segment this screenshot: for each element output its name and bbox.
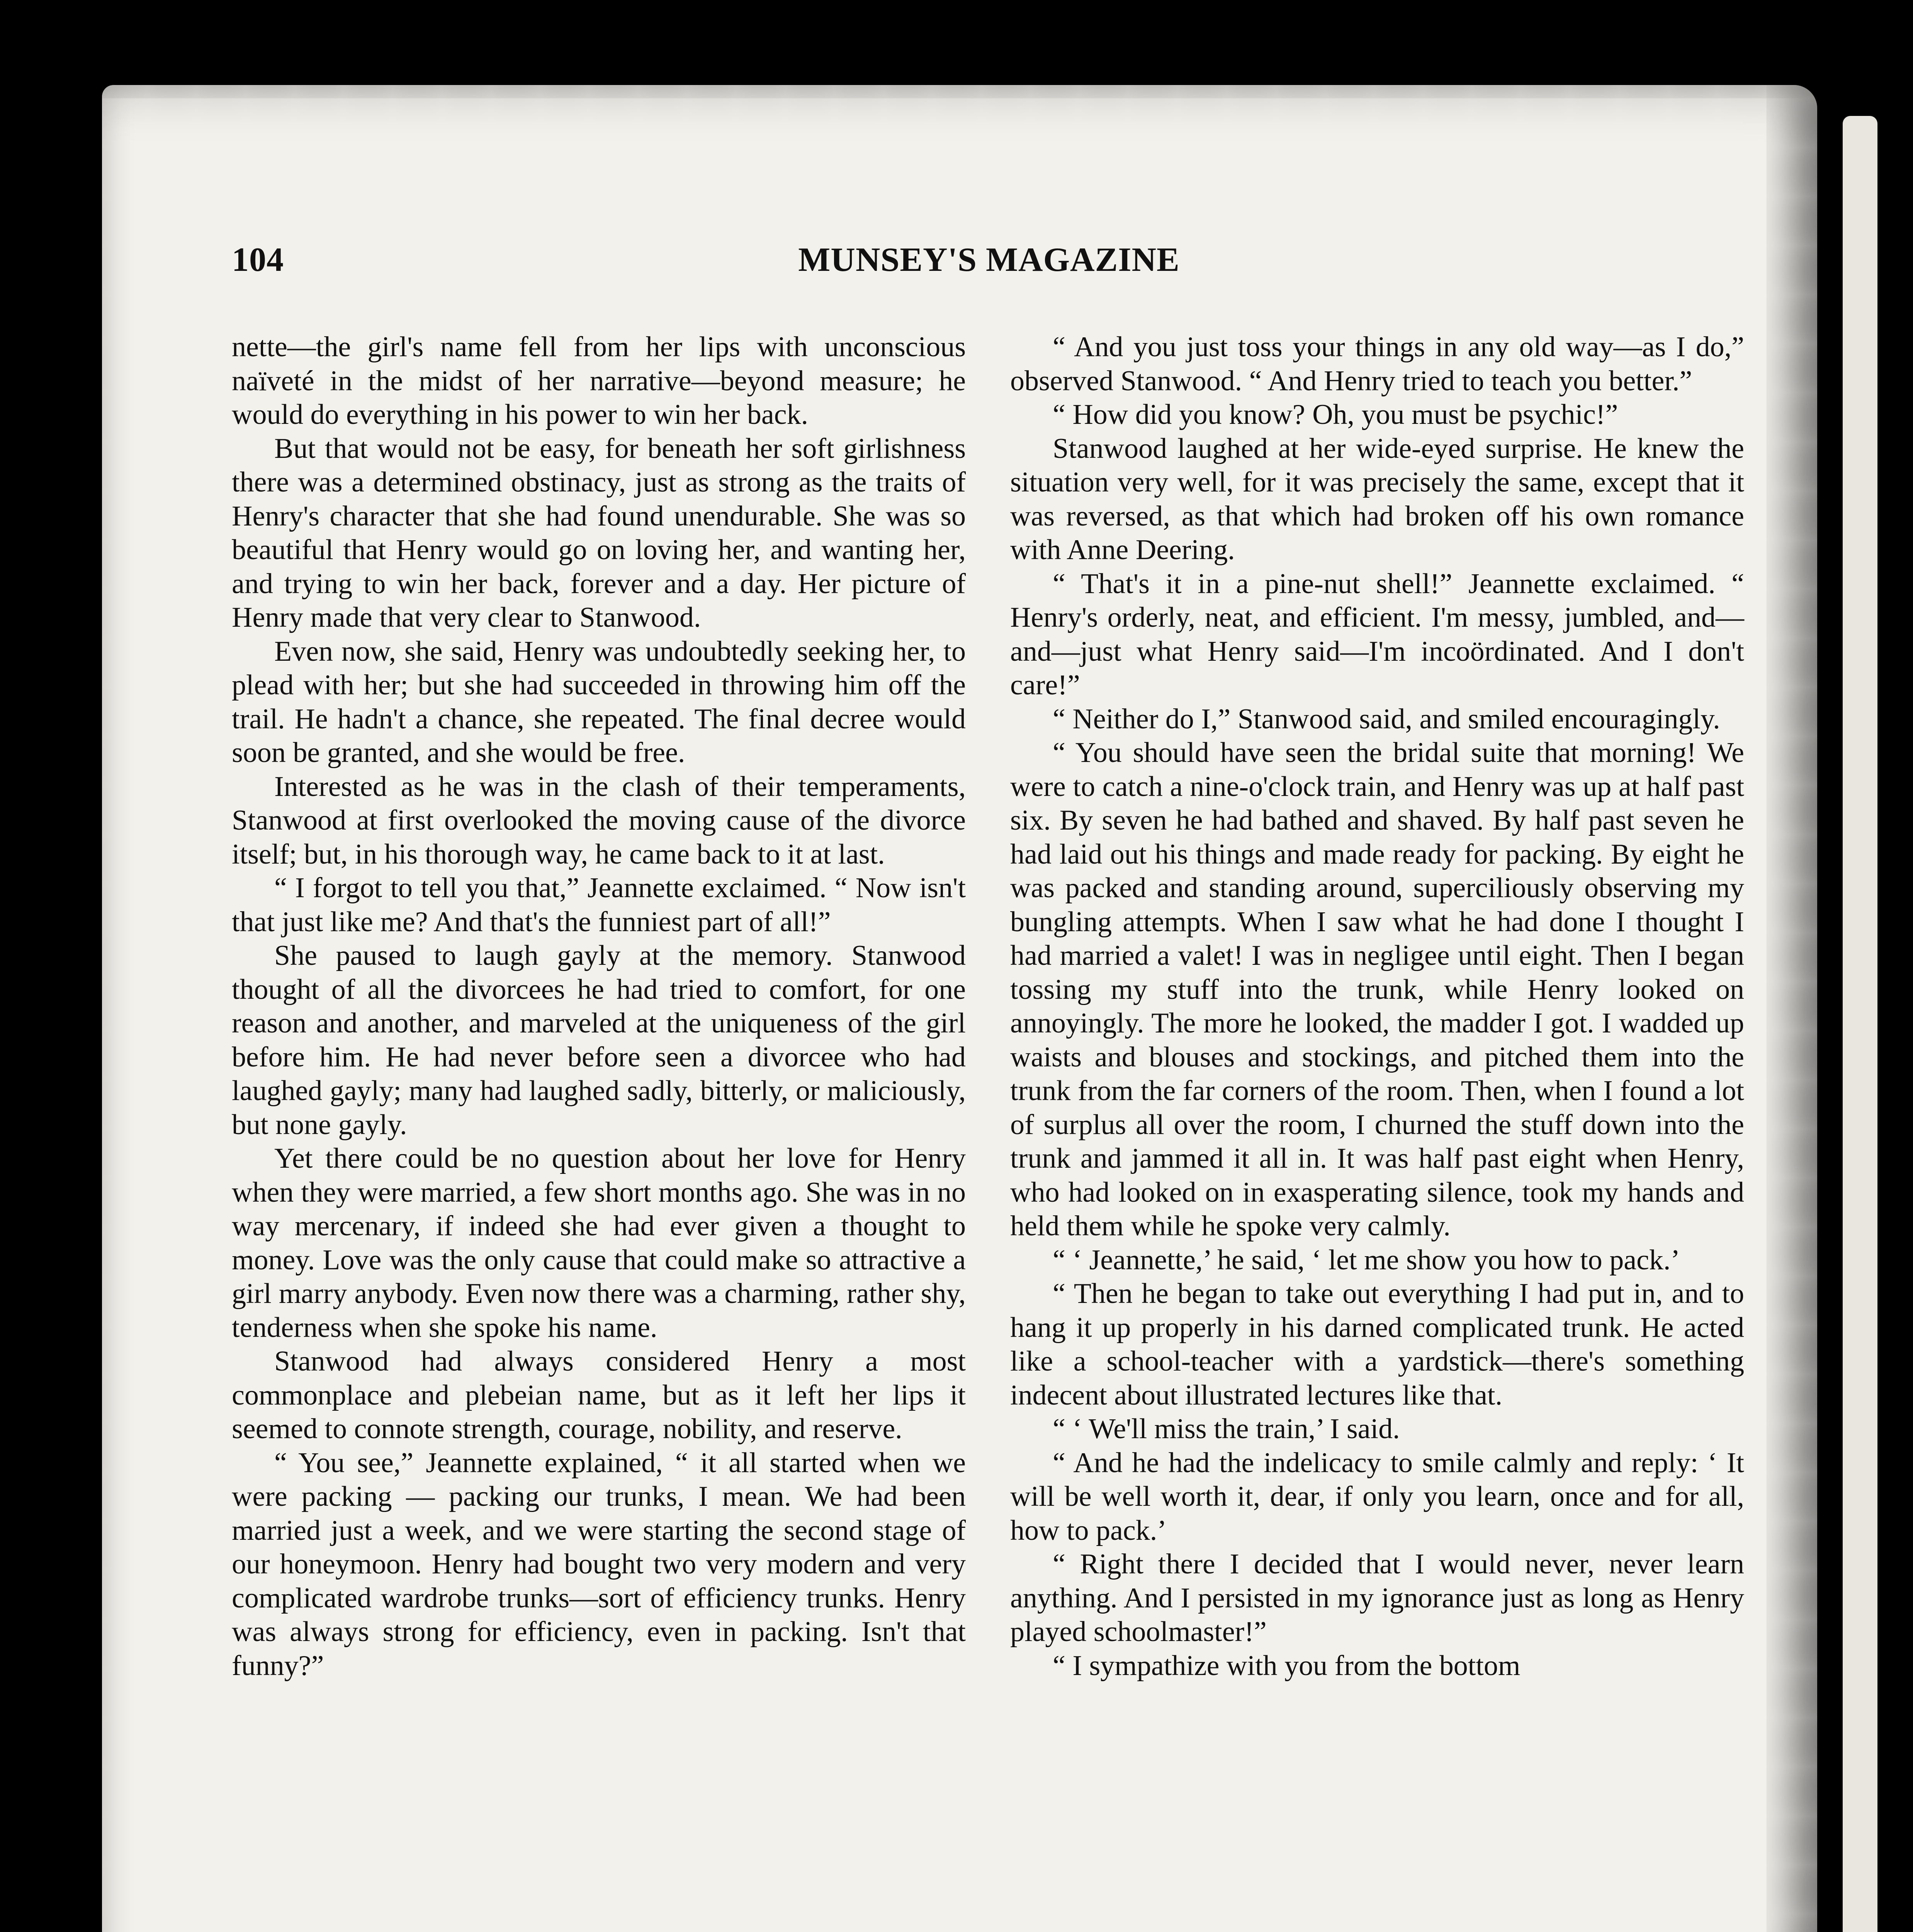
- paragraph: Stanwood laughed at her wide-eyed surprise. He knew the situation very well, for it was precisely the same, except that it was reversed, as that which had broken off his own romance with Anne Deering.: [1010, 432, 1744, 566]
- paragraph: Stanwood had always considered Henry a most commonplace and plebeian name, but as it left her lips it seemed to connote strength, courage, nobility, and reserve.: [232, 1345, 966, 1445]
- running-head: MUNSEY'S MAGAZINE: [798, 241, 1180, 279]
- page-header: [232, 240, 1746, 298]
- page-number: 104: [232, 241, 284, 279]
- paragraph: “ Neither do I,” Stanwood said, and smiled encouragingly.: [1053, 703, 1720, 735]
- paragraph: “ Then he began to take out everything I had put in, and to hang it up properly in his darned complicated trunk. He acted like a school-teacher with a yardstick—there's something indecent about illustrated lectures like that.: [1010, 1278, 1744, 1411]
- paragraph: “ ‘ Jeannette,’ he said, ‘ let me show you how to pack.’: [1053, 1244, 1680, 1276]
- paragraph: “ That's it in a pine-nut shell!” Jeannette exclaimed. “ Henry's orderly, neat, and efficient. I'm messy, jumbled, and—and—just what Henry said—I'm incoördinated. And I don't care!”: [1010, 568, 1744, 701]
- paragraph: “ I forgot to tell you that,” Jeannette exclaimed. “ Now isn't that just like me? And that's the funniest part of all!”: [232, 872, 966, 938]
- paragraph: “ And you just toss your things in any old way—as I do,” observed Stanwood. “ And Henry tried to teach you better.”: [1010, 331, 1744, 397]
- paragraph: “ I sympathize with you from the bottom: [1053, 1650, 1521, 1682]
- paragraph: Even now, she said, Henry was undoubtedly seeking her, to plead with her; but she had succeeded in throwing him off the trail. He hadn't a chance, she repeated. The final decree would soon be granted, and she would be free.: [232, 635, 966, 769]
- paragraph: “ You should have seen the bridal suite that morning! We were to catch a nine-o'clock train, and Henry was up at half past six. By seven he had bathed and shaved. By half past seven he had laid out his things and made ready for packing. By eight he was packed and standing around, superciliously observing my bungling attempts. When I saw what he had done I thought I had married a valet! I was in negligee until eight. Then I began tossing my stuff into the trunk, while Henry looked on annoyingly. The more he looked, the madder I got. I wadded up waists and blouses and stockings, and pitched them into the trunk from the far corners of the room. Then, when I found a lot of surplus all over the room, I churned the stuff down into the trunk and jammed it all in. It was half past eight when Henry, who had looked on in exasperating silence, took my hands and held them while he spoke very calmly.: [1010, 737, 1744, 1242]
- paragraph: “ Right there I decided that I would never, never learn anything. And I persisted in my ignorance just as long as Henry played schoolmaster!”: [1010, 1548, 1744, 1648]
- paragraph: Yet there could be no question about her love for Henry when they were married, a few short months ago. She was in no way mercenary, if indeed she had ever given a thought to money. Love was the only cause that could make so attractive a girl marry anybody. Even now there was a charming, rather shy, tenderness when she spoke his name.: [232, 1143, 966, 1344]
- paragraph: She paused to laugh gayly at the memory. Stanwood thought of all the divorcees he had tried to comfort, for one reason and another, and marveled at the uniqueness of the girl before him. He had never before seen a divorcee who had laughed gayly; many had laughed sadly, bitterly, or maliciously, but none gayly.: [232, 940, 966, 1141]
- right-column: [1010, 330, 1744, 1683]
- paragraph: nette—the girl's name fell from her lips with unconscious naïveté in the midst of her narrative—beyond measure; he would do everything in his power to win her back.: [232, 331, 966, 430]
- paragraph: But that would not be easy, for beneath her soft girlishness there was a determined obstinacy, just as strong as the traits of Henry's character that she had found unendurable. She was so beautiful that Henry would go on loving her, and wanting her, and trying to win her back, forever and a day. Her picture of Henry made that very clear to Stanwood.: [232, 432, 966, 633]
- paragraph: “ ‘ We'll miss the train,’ I said.: [1053, 1413, 1400, 1445]
- paragraph: “ You see,” Jeannette explained, “ it all started when we were packing — packing our trunks, I mean. We had been married just a week, and we were starting the second stage of our honeymoon. Henry had bought two very modern and very complicated wardrobe trunks—sort of efficiency trunks. Henry was always strong for efficiency, even in packing. Isn't that funny?”: [232, 1447, 966, 1682]
- paragraph: “ And he had the indelicacy to smile calmly and reply: ‘ It will be well worth it, dear, if only you learn, once and for all, how to pack.’: [1010, 1447, 1744, 1546]
- paragraph: “ How did you know? Oh, you must be psychic!”: [1053, 399, 1618, 430]
- paragraph: Interested as he was in the clash of their temperaments, Stanwood at first overlooked the moving cause of the divorce itself; but, in his thorough way, he came back to it at last.: [232, 770, 966, 870]
- facing-page-edge: [1843, 116, 1877, 1932]
- left-column: [232, 330, 966, 1683]
